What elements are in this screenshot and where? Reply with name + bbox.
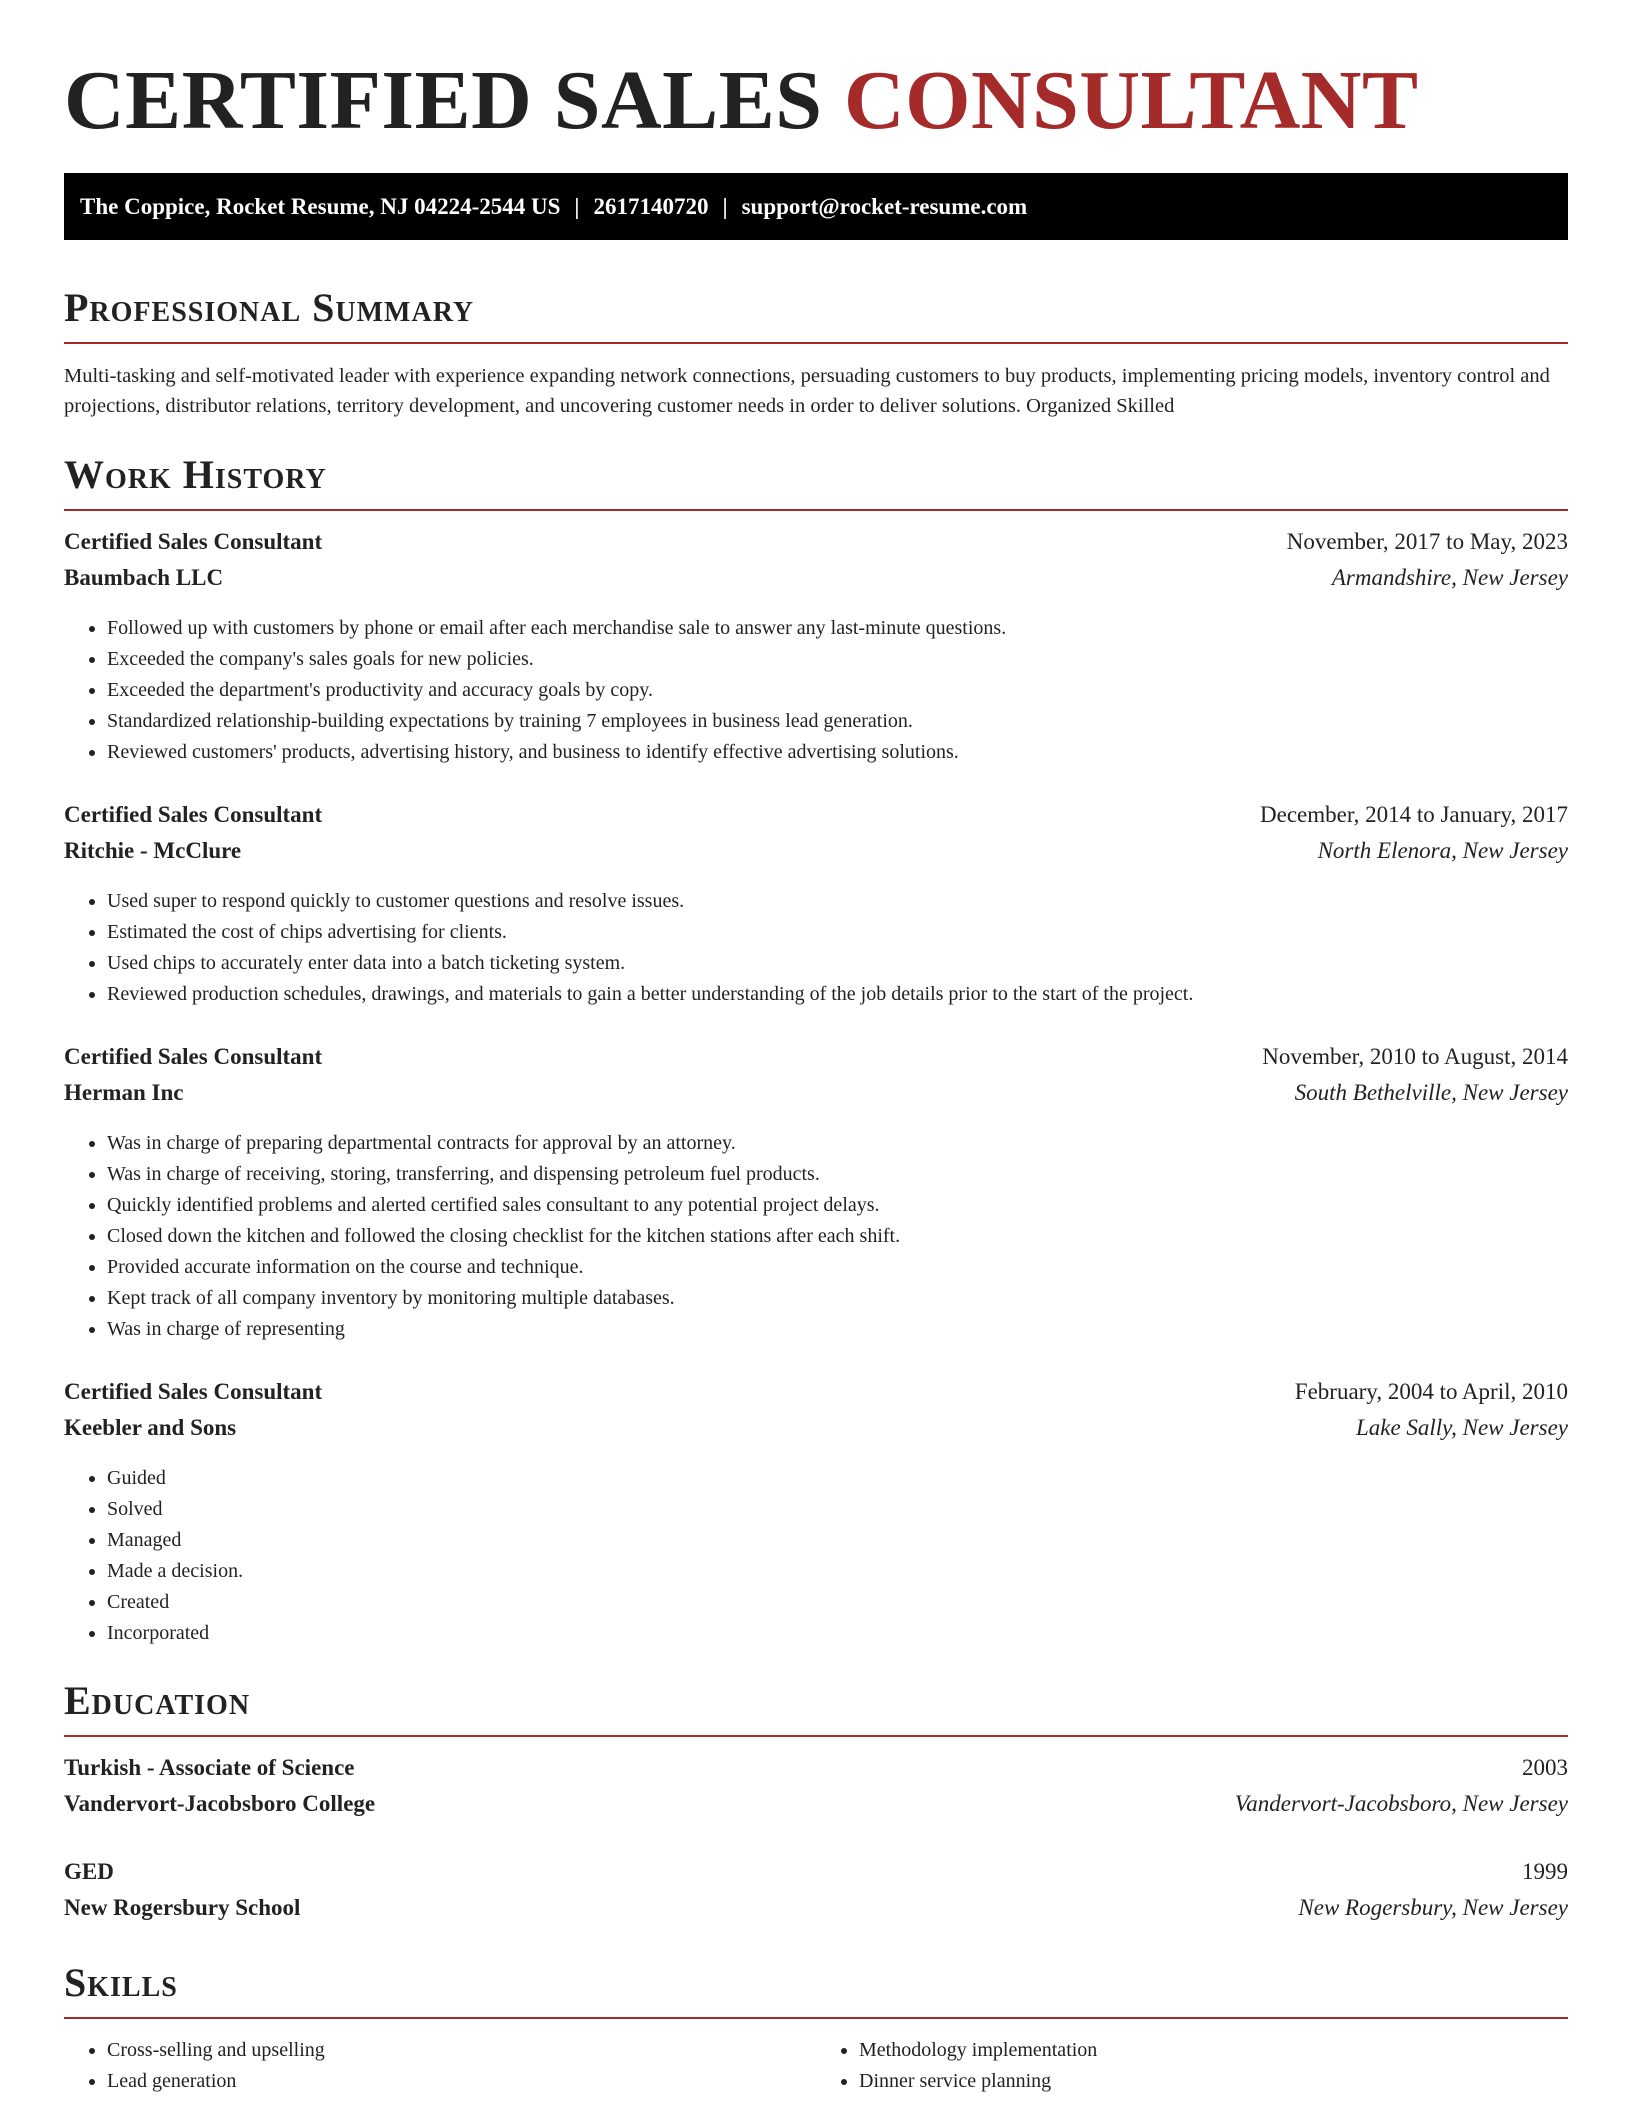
skills-column-left	[64, 2035, 816, 2097]
job-dates: February, 2004 to April, 2010	[1294, 1379, 1568, 1405]
job-bullet: • Standardized relationship-building expectations by training 7 employees in business lead generation.	[107, 706, 1568, 737]
school-location: New Rogersbury, New Jersey	[1298, 1895, 1568, 1921]
name-part-1: CERTIFIED SALES	[64, 54, 823, 147]
job-location: North Elenora, New Jersey	[1317, 838, 1568, 864]
section-heading: Work History	[64, 452, 327, 498]
job-bullet: • Reviewed production schedules, drawings, and materials to gain a better understanding of the job details prior to the start of the project.	[107, 979, 1568, 1010]
section-heading: Professional Summary	[64, 285, 475, 331]
job-bullet: • Was in charge of preparing departmental contracts for approval by an attorney.	[107, 1128, 1568, 1159]
contact-address: The Coppice, Rocket Resume, NJ 04224-2544 US	[80, 193, 561, 219]
job-title: Certified Sales Consultant	[64, 802, 323, 828]
degree: GED	[64, 1859, 114, 1885]
skills-column-right	[816, 2035, 1568, 2097]
skill-item: • Cross-selling and upselling	[107, 2035, 816, 2066]
graduation-year: 2003	[1522, 1755, 1568, 1781]
job-location: Armandshire, New Jersey	[1331, 565, 1568, 591]
section-heading: Education	[64, 1678, 251, 1724]
job-bullet: • Created	[107, 1587, 1568, 1618]
job-bullet: • Estimated the cost of chips advertising for clients.	[107, 917, 1568, 948]
summary-text: Multi-tasking and self-motivated leader with experience expanding network connections, persuading customers to buy products, implementing pricing models, inventory control and projections, distributor relations, territory development, and uncovering customer needs in order to deliver solutions. Organized Skilled	[64, 365, 1550, 418]
job-bullet: • Kept track of all company inventory by monitoring multiple databases.	[107, 1283, 1568, 1314]
school-name: Vandervort-Jacobsboro College	[64, 1791, 376, 1817]
job-company: Keebler and Sons	[64, 1415, 237, 1441]
contact-separator: |	[722, 193, 728, 219]
job-bullet: • Was in charge of representing	[107, 1314, 1568, 1345]
job-bullet: • Provided accurate information on the course and technique.	[107, 1252, 1568, 1283]
job-company: Ritchie - McClure	[64, 838, 242, 864]
job-bullet: • Followed up with customers by phone or email after each merchandise sale to answer any last-minute questions.	[107, 613, 1568, 644]
job-bullets	[64, 1128, 1568, 1345]
school-name: New Rogersbury School	[64, 1895, 301, 1921]
job-bullet: • Guided	[107, 1463, 1568, 1494]
job-bullet: • Incorporated	[107, 1618, 1568, 1649]
section-divider	[64, 1735, 1568, 1737]
job-bullet: • Was in charge of receiving, storing, transferring, and dispensing petroleum fuel products.	[107, 1159, 1568, 1190]
section-divider	[64, 509, 1568, 511]
job-bullets	[64, 1463, 1568, 1649]
job-entry	[64, 1379, 1568, 1649]
job-entry	[64, 1044, 1568, 1345]
job-title: Certified Sales Consultant	[64, 529, 323, 555]
job-bullet: • Solved	[107, 1494, 1568, 1525]
contact-bar	[64, 173, 1568, 240]
job-bullet: • Quickly identified problems and alerted certified sales consultant to any potential project delays.	[107, 1190, 1568, 1221]
job-bullets	[64, 886, 1568, 1010]
skill-item: • Lead generation	[107, 2066, 816, 2097]
job-entry	[64, 529, 1568, 768]
job-bullet: • Made a decision.	[107, 1556, 1568, 1587]
contact-phone: 2617140720	[593, 193, 709, 219]
job-bullet: • Used super to respond quickly to customer questions and resolve issues.	[107, 886, 1568, 917]
job-bullet: • Reviewed customers' products, advertising history, and business to identify effective advertising solutions.	[107, 737, 1568, 768]
job-bullet: • Used chips to accurately enter data into a batch ticketing system.	[107, 948, 1568, 979]
school-location: Vandervort-Jacobsboro, New Jersey	[1234, 1791, 1568, 1817]
job-dates: November, 2017 to May, 2023	[1286, 529, 1568, 555]
contact-email: support@rocket-resume.com	[741, 193, 1028, 219]
section-divider	[64, 2017, 1568, 2019]
education-entry	[64, 1755, 1568, 1827]
job-dates: November, 2010 to August, 2014	[1262, 1044, 1568, 1070]
contact-separator: |	[574, 193, 580, 219]
education-entry	[64, 1859, 1568, 1931]
education-section	[64, 1679, 1568, 1931]
skills-section	[64, 1961, 1568, 2097]
degree: Turkish - Associate of Science	[64, 1755, 355, 1781]
job-bullets	[64, 613, 1568, 768]
job-entry	[64, 802, 1568, 1010]
job-bullet: • Exceeded the company's sales goals for new policies.	[107, 644, 1568, 675]
skill-item: • Methodology implementation	[859, 2035, 1568, 2066]
section-heading: Skills	[64, 1960, 178, 2006]
job-bullet: • Managed	[107, 1525, 1568, 1556]
job-location: Lake Sally, New Jersey	[1355, 1415, 1568, 1441]
job-title: Certified Sales Consultant	[64, 1379, 323, 1405]
skill-item: • Dinner service planning	[859, 2066, 1568, 2097]
resume-name	[64, 55, 1568, 147]
job-dates: December, 2014 to January, 2017	[1260, 802, 1568, 828]
graduation-year: 1999	[1522, 1859, 1568, 1885]
skills-grid	[64, 2035, 1568, 2097]
summary-section	[64, 286, 1568, 421]
job-location: South Bethelville, New Jersey	[1294, 1080, 1568, 1106]
name-part-2: CONSULTANT	[843, 54, 1419, 147]
job-title: Certified Sales Consultant	[64, 1044, 323, 1070]
work-history-section	[64, 453, 1568, 1649]
job-company: Baumbach LLC	[64, 565, 224, 591]
job-bullet: • Exceeded the department's productivity and accuracy goals by copy.	[107, 675, 1568, 706]
job-company: Herman Inc	[64, 1080, 184, 1106]
section-divider	[64, 342, 1568, 344]
job-bullet: • Closed down the kitchen and followed the closing checklist for the kitchen stations after each shift.	[107, 1221, 1568, 1252]
